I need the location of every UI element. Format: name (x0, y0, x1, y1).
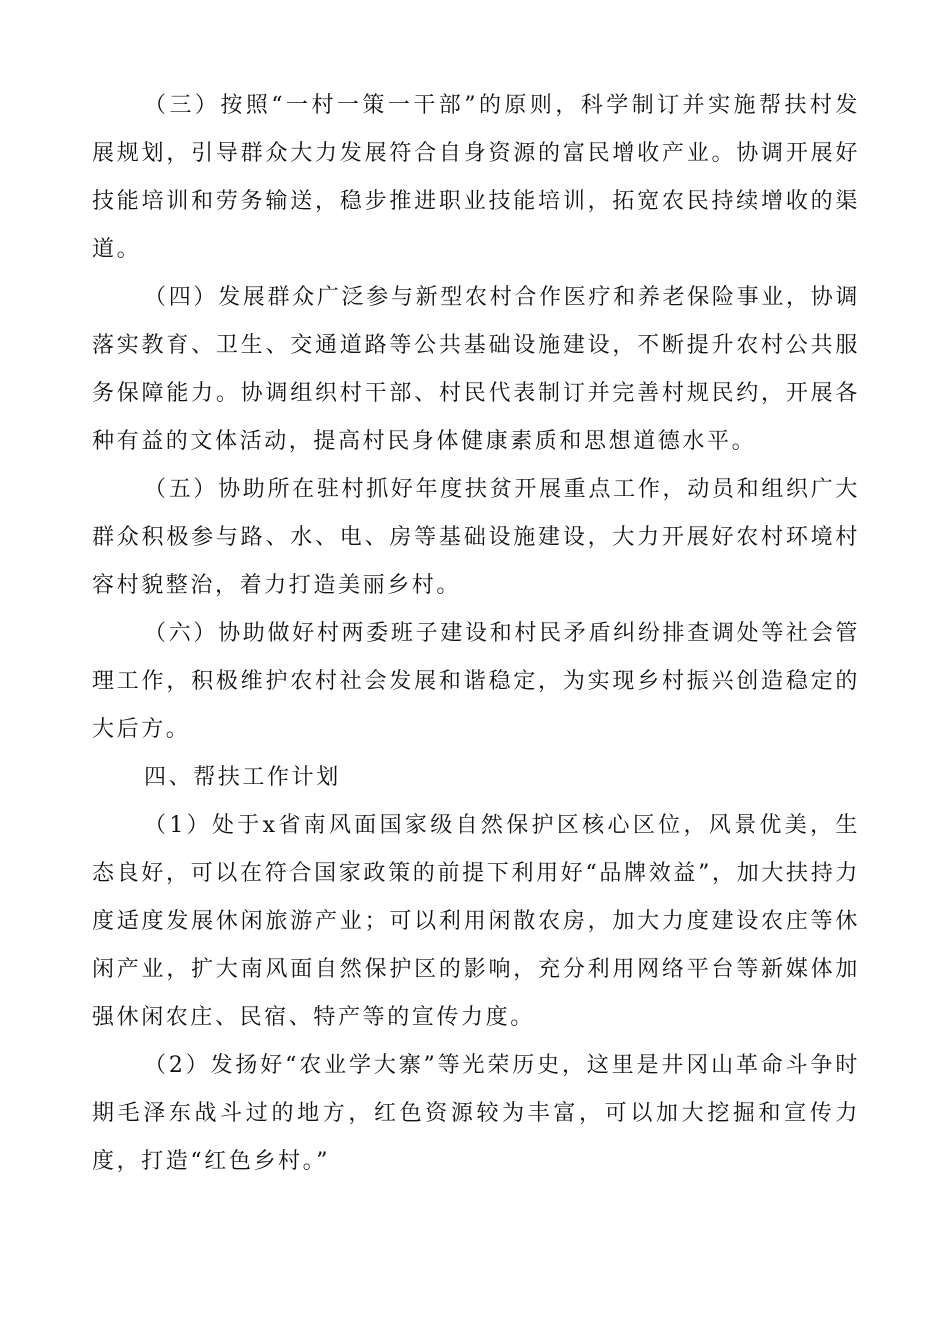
paragraph-section-5: （五）协助所在驻村抓好年度扶贫开展重点工作，动员和组织广大群众积极参与路、水、电、房等基础设施建设，大力开展好农村环境村容村貌整治，着力打造美丽乡村。 (92, 477, 860, 598)
paragraph-section-4: （四）发展群众广泛参与新型农村合作医疗和养老保险事业，协调落实教育、卫生、交通道路等公共基础设施建设，不断提升农村公共服务保障能力。协调组织村干部、村民代表制订并完善村规民约，开展各种有益的文体活动，提高村民身体健康素质和思想道德水平。 (92, 285, 860, 454)
paragraph-section-6: （六）协助做好村两委班子建设和村民矛盾纠纷排查调处等社会管理工作，积极维护农村社会发展和谐稳定，为实现乡村振兴创造稳定的大后方。 (92, 621, 860, 742)
paragraph-plan-1: （1）处于x省南风面国家级自然保护区核心区位，风景优美，生态良好，可以在符合国家政策的前提下利用好“品牌效益”，加大扶持力度适度发展休闲旅游产业；可以利用闲散农房，加大力度建设农庄等休闲产业，扩大南风面自然保护区的影响，充分利用网络平台等新媒体加强休闲农庄、民宿、特产等的宣传力度。 (92, 813, 860, 1030)
paragraph-section-3: （三）按照“一村一策一干部”的原则，科学制订并实施帮扶村发展规划，引导群众大力发展符合自身资源的富民增收产业。协调开展好技能培训和劳务输送，稳步推进职业技能培训，拓宽农民持续增收的渠道。 (92, 93, 860, 262)
section-heading-plan: 四、帮扶工作计划 (144, 765, 341, 790)
document-body (92, 82, 860, 1186)
paragraph-plan-2: （2）发扬好“农业学大寨”等光荣历史，这里是井冈山革命斗争时期毛泽东战斗过的地方，红色资源较为丰富，可以加大挖掘和宣传力度，打造“红色乡村。” (92, 1053, 860, 1174)
